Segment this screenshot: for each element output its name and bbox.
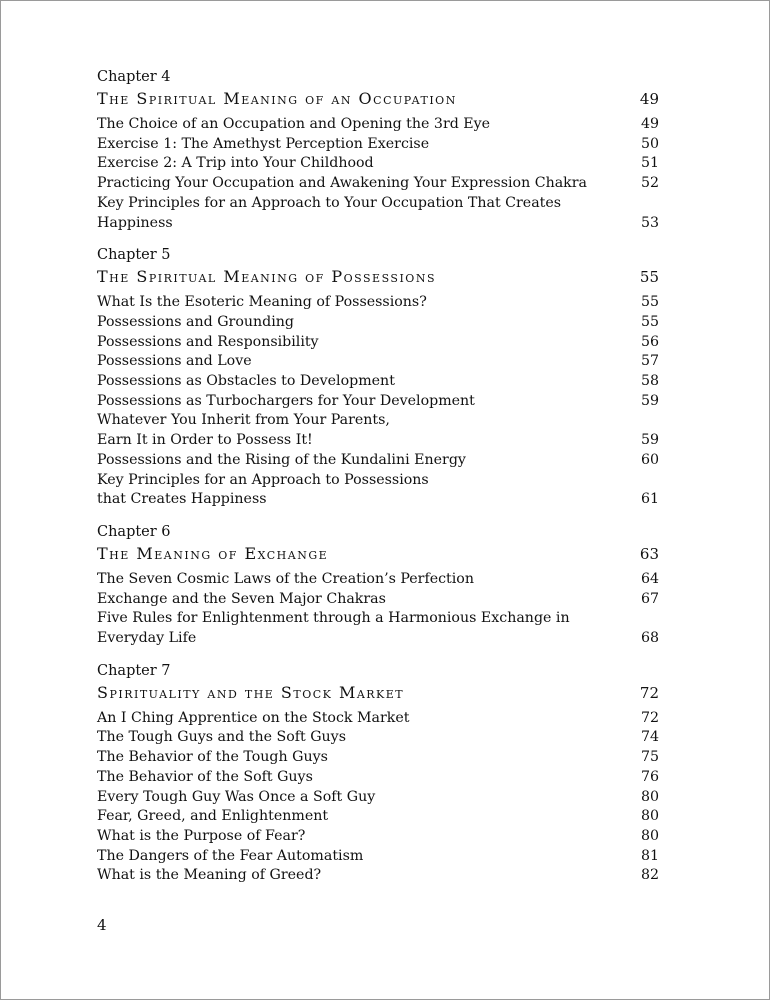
toc-entry-page-number: 81 [640,847,659,864]
toc-entry-line: Whatever You Inherit from Your Parents, [97,412,390,429]
toc-entry-line: The Seven Cosmic Laws of the Creation’s Perfection [97,570,474,587]
toc-entry-page-number: 59 [640,432,659,449]
toc-entry-page-number: 51 [640,155,659,172]
toc-entry [97,154,659,174]
toc-entry-title [97,609,635,648]
page-number: 4 [97,916,107,934]
chapter-page-number: 49 [639,90,659,108]
toc-entry-page-number: 80 [640,788,659,805]
toc-entry-title [97,866,635,886]
toc-entry-title [97,709,635,729]
toc-entry [97,174,659,194]
toc-entry [97,748,659,768]
toc-entry [97,411,659,450]
toc-entry [97,788,659,808]
toc-entry-line: that Creates Happiness [97,491,267,508]
toc-entry-title [97,768,635,788]
toc-entry-title [97,451,635,471]
toc-entry [97,135,659,155]
toc-entry-title [97,392,635,412]
toc-entry [97,352,659,372]
toc-entry-page-number: 52 [640,175,659,192]
toc-entry-line: Exercise 2: A Trip into Your Childhood [97,155,374,172]
toc-entry-page-number: 56 [640,333,659,350]
toc-entry-title [97,471,635,510]
chapter-title: Spirituality and the Stock Market [97,682,405,702]
toc-entry [97,847,659,867]
toc-entry-line: What is the Meaning of Greed? [97,867,322,884]
toc-entry-page-number: 74 [640,729,659,746]
toc-entry-page-number: 60 [640,451,659,468]
toc-entry-line: The Dangers of the Fear Automatism [97,847,364,864]
toc-entry-page-number: 82 [640,867,659,884]
chapter-title: The Spiritual Meaning of Possessions [97,267,436,287]
toc-entry-line: What is the Purpose of Fear? [97,827,306,844]
toc-entry-line: Key Principles for an Approach to Your Occupation That Creates [97,194,562,211]
table-of-contents [97,67,659,898]
toc-entry [97,313,659,333]
toc-entry-page-number: 59 [640,392,659,409]
toc-entry-title [97,728,635,748]
toc-entry-line: Possessions and Grounding [97,313,294,330]
toc-entry-line: Everyday Life [97,630,197,647]
toc-entry [97,728,659,748]
toc-entry [97,590,659,610]
toc-entry-page-number: 72 [640,709,659,726]
chapter-section [97,245,659,510]
toc-entry-line: Exercise 1: The Amethyst Perception Exercise [97,135,430,152]
toc-entry-line: Possessions and Responsibility [97,333,319,350]
toc-entry-title [97,333,635,353]
chapter-page-number: 55 [639,268,659,287]
chapter-label: Chapter 7 [97,662,171,679]
toc-entry-line: What Is the Esoteric Meaning of Possessions? [97,294,427,311]
toc-entry-title [97,115,635,135]
toc-entry [97,570,659,590]
toc-entry-page-number: 61 [640,491,659,508]
toc-entry-line: The Choice of an Occupation and Opening the 3rd Eye [97,116,491,132]
chapter-section [97,67,659,233]
toc-entry-title [97,748,635,768]
chapter-title: The Spiritual Meaning of an Occupation [97,89,457,108]
toc-entry-title [97,827,635,847]
chapter-title-row [97,542,659,566]
toc-entry [97,115,659,135]
toc-entry-line: Every Tough Guy Was Once a Soft Guy [97,788,376,805]
toc-entry-line: An I Ching Apprentice on the Stock Market [97,709,410,726]
toc-entry [97,827,659,847]
toc-entry-title [97,788,635,808]
toc-entry-line: The Tough Guys and the Soft Guys [97,729,346,746]
toc-entry-line: Key Principles for an Approach to Possessions [97,471,429,488]
chapter-section [97,522,659,649]
toc-entry-line: Fear, Greed, and Enlightenment [97,808,329,825]
toc-entry [97,333,659,353]
toc-entry-page-number: 53 [640,214,659,231]
toc-entry-line: Happiness [97,214,173,231]
toc-entry-title [97,372,635,392]
toc-entry-page-number: 49 [640,116,659,132]
toc-entry-page-number: 75 [640,749,659,766]
toc-entry-title [97,313,635,333]
chapter-title-row [97,681,659,705]
toc-entry [97,194,659,233]
toc-entry-line: Possessions as Turbochargers for Your Development [97,392,475,409]
toc-entry [97,807,659,827]
chapter-section [97,661,659,886]
chapter-label: Chapter 4 [97,69,171,85]
toc-entry [97,709,659,729]
toc-entry-line: Earn It in Order to Possess It! [97,432,313,449]
toc-entry-line: Practicing Your Occupation and Awakening Your Expression Chakra [97,175,588,192]
toc-entry-page-number: 67 [640,590,659,607]
chapter-page-number: 63 [639,544,659,563]
toc-entry [97,768,659,788]
toc-entry-line: The Behavior of the Tough Guys [97,749,328,766]
toc-entry [97,392,659,412]
toc-entry-page-number: 64 [640,570,659,587]
toc-entry [97,451,659,471]
toc-entry-page-number: 80 [640,827,659,844]
toc-entry-page-number: 57 [640,353,659,370]
toc-entry-page-number: 55 [640,313,659,330]
toc-entry-title [97,174,635,194]
toc-entry-page-number: 50 [640,135,659,152]
toc-entry [97,471,659,510]
chapter-label: Chapter 5 [97,247,171,264]
toc-entry-title [97,411,635,450]
toc-entry-title [97,807,635,827]
toc-entry-page-number: 58 [640,373,659,390]
toc-entry-title [97,590,635,610]
chapter-title-row [97,265,659,289]
toc-entry [97,372,659,392]
toc-entry-line: Exchange and the Seven Major Chakras [97,590,386,607]
toc-entry-line: Possessions as Obstacles to Development [97,373,395,390]
toc-entry [97,293,659,313]
toc-entry-title [97,352,635,372]
toc-entry-title [97,135,635,155]
toc-entry-line: The Behavior of the Soft Guys [97,768,313,785]
toc-entry-title [97,154,635,174]
toc-entry-title [97,847,635,867]
chapter-title-row [97,87,659,111]
toc-entry-line: Possessions and the Rising of the Kundalini Energy [97,451,466,468]
toc-entry-page-number: 80 [640,808,659,825]
toc-entry-line: Five Rules for Enlightenment through a Harmonious Exchange in [97,610,570,627]
toc-entry [97,609,659,648]
toc-entry-title [97,570,635,590]
toc-entry-title [97,194,635,233]
toc-entry-title [97,293,635,313]
chapter-page-number: 72 [639,683,659,702]
toc-entry-page-number: 76 [640,768,659,785]
toc-entry-page-number: 55 [640,294,659,311]
chapter-title: The Meaning of Exchange [97,543,329,563]
toc-entry-page-number: 68 [640,630,659,647]
toc-entry-line: Possessions and Love [97,353,252,370]
toc-entry [97,866,659,886]
chapter-label: Chapter 6 [97,523,171,540]
